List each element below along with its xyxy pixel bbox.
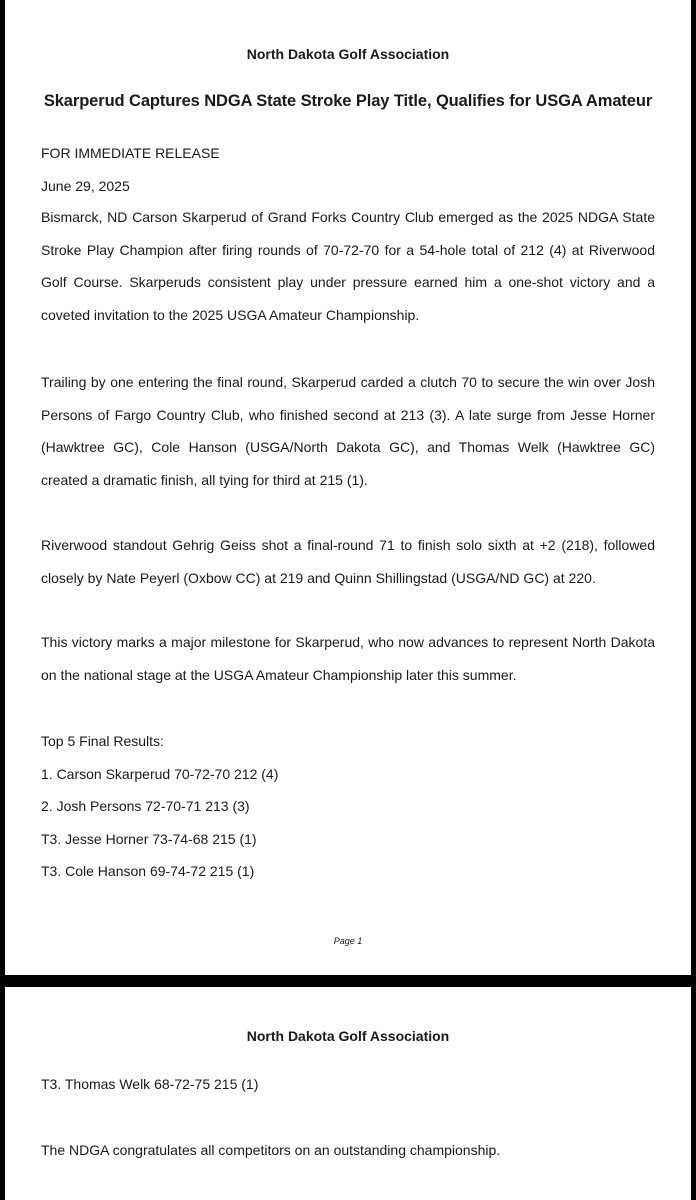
document-page-2 [5,987,691,1200]
result-row: T3. Thomas Welk 68-72-75 215 (1) [41,1076,259,1092]
closing-statement: The NDGA congratulates all competitors on an outstanding championship. [41,1142,501,1158]
result-row: T3. Jesse Horner 73-74-68 215 (1) [41,831,257,847]
organization-header: North Dakota Golf Association [246,1028,450,1044]
release-date: June 29, 2025 [41,178,130,194]
body-paragraph-2: Trailing by one entering the final round, Skarperud carded a clutch 70 to secure the win over Josh Persons of Fargo Country Club, who finished second at 213 (3). A late surge from Jesse Horner (Hawktree GC), Cole Hanson (USGA/North Dakota GC), and Thomas Welk (Hawktree GC) created a dramatic finish, all tying for third at 215 (1). [41,374,655,488]
document-page-1 [5,0,691,975]
result-row: 2. Josh Persons 72-70-71 213 (3) [41,798,250,814]
release-label: FOR IMMEDIATE RELEASE [41,145,220,161]
press-release-headline: Skarperud Captures NDGA State Stroke Play Title, Qualifies for USGA Amateur [43,92,653,110]
results-heading: Top 5 Final Results: [41,733,164,749]
body-paragraph-1: Bismarck, ND Carson Skarperud of Grand Forks Country Club emerged as the 2025 NDGA State Stroke Play Champion after firing rounds of 70-72-70 for a 54-hole total of 212 (4) at Riverwood Golf Course. Skarperuds consistent play under pressure earned him a one-shot victory and a coveted invitation to the 2025 USGA Amateur Championship. [41,209,655,323]
body-paragraph-4: This victory marks a major milestone for Skarperud, who now advances to represent North Dakota on the national stage at the USGA Amateur Championship later this summer. [41,634,655,683]
page-number: Page 1 [333,936,363,946]
result-row: 1. Carson Skarperud 70-72-70 212 (4) [41,766,279,782]
result-row: T3. Cole Hanson 69-74-72 215 (1) [41,863,255,879]
body-paragraph-3: Riverwood standout Gehrig Geiss shot a final-round 71 to finish solo sixth at +2 (218), followed closely by Nate Peyerl (Oxbow CC) at 219 and Quinn Shillingstad (USGA/ND GC) at 220. [41,537,655,586]
organization-header: North Dakota Golf Association [246,46,450,62]
